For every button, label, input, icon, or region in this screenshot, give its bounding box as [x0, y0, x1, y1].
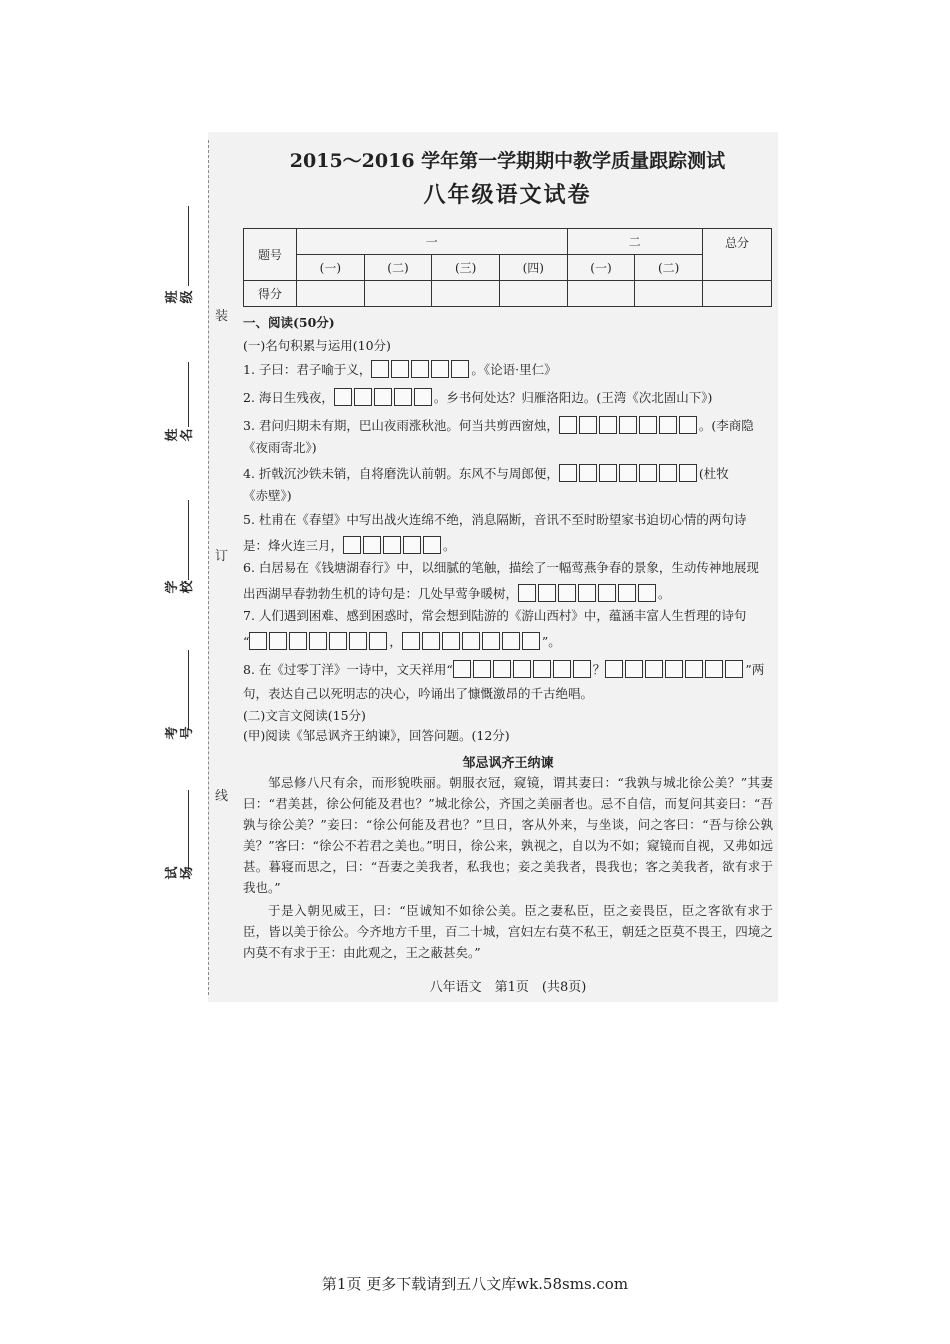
answer-box[interactable] [371, 360, 389, 378]
answer-box[interactable] [334, 388, 352, 406]
answer-box[interactable] [618, 584, 636, 602]
question-text: “ [243, 634, 250, 649]
answer-box[interactable] [659, 464, 677, 482]
exam-number-field-line [188, 650, 189, 730]
question-text: 2. 海日生残夜， [243, 390, 334, 405]
score-cell[interactable] [499, 281, 567, 307]
name-field-label: 姓名 [165, 428, 195, 442]
download-note: 第1页 更多下载请到五八文库wk.58sms.com [321, 1275, 629, 1293]
answer-box[interactable] [502, 632, 520, 650]
answer-boxes[interactable] [334, 388, 434, 406]
question-3-cont: 《夜雨寄北》) [243, 440, 317, 455]
subsection-heading: (一)名句积累与运用(10分) [243, 338, 391, 353]
answer-boxes[interactable] [371, 360, 471, 378]
exam-number-field-label: 考号 [165, 726, 195, 740]
question-text: ”。 [541, 634, 561, 649]
answer-box[interactable] [599, 416, 617, 434]
question-3 [243, 416, 773, 434]
class-field-label: 班级 [165, 290, 195, 304]
answer-box[interactable] [482, 632, 500, 650]
answer-box[interactable] [402, 632, 420, 650]
question-text: 。乡书何处达？归雁洛阳边。(王湾《次北固山下》) [433, 390, 713, 405]
question-text: 8. 在《过零丁洋》一诗中，文天祥用“ [243, 662, 453, 677]
answer-boxes[interactable] [453, 660, 593, 678]
question-text: 4. 折戟沉沙铁未销，自将磨洗认前朝。东风不与周郎便， [243, 466, 559, 481]
score-cell[interactable] [432, 281, 500, 307]
score-table-sub: (三) [432, 255, 500, 281]
answer-box[interactable] [411, 360, 429, 378]
question-text: 1. 子曰：君子喻于义， [243, 362, 372, 377]
school-field-label: 学校 [165, 580, 195, 594]
question-1 [243, 360, 773, 378]
question-5: 5. 杜甫在《春望》中写出战火连绵不绝，消息隔断，音讯不至时盼望家书迫切心情的两句诗 [243, 512, 747, 527]
answer-box[interactable] [619, 464, 637, 482]
answer-box[interactable] [513, 660, 531, 678]
question-8-cont: 句，表达自己以死明志的决心，吟诵出了慷慨激昂的千古绝唱。 [243, 686, 594, 701]
question-4-cont: 《赤壁》) [243, 488, 292, 503]
score-table-sub: (二) [635, 255, 703, 281]
answer-box[interactable] [349, 632, 367, 650]
answer-box[interactable] [559, 416, 577, 434]
answer-boxes[interactable] [343, 536, 443, 554]
question-text: 出西湖早春勃勃生机的诗句是：几处早莺争暖树， [243, 586, 519, 601]
answer-box[interactable] [638, 584, 656, 602]
exam-room-field-label: 试场 [165, 866, 195, 880]
score-table-sub: (一) [567, 255, 635, 281]
question-7: 7. 人们遇到困难、感到困惑时，常会想到陆游的《游山西村》中，蕴涵丰富人生哲理的诗句 [243, 608, 747, 623]
score-cell[interactable] [703, 281, 772, 307]
answer-box[interactable] [414, 388, 432, 406]
answer-box[interactable] [403, 536, 421, 554]
answer-box[interactable] [538, 584, 556, 602]
answer-box[interactable] [289, 632, 307, 650]
question-text: ”两 [745, 662, 765, 677]
binding-mark-zhuang: 装 [215, 309, 229, 324]
question-text: ， [389, 634, 402, 649]
answer-box[interactable] [625, 660, 643, 678]
answer-box[interactable] [659, 416, 677, 434]
answer-boxes[interactable] [559, 464, 699, 482]
question-text: 3. 君问归期未有期，巴山夜雨涨秋池。何当共剪西窗烛， [243, 418, 559, 433]
answer-boxes[interactable] [559, 416, 699, 434]
answer-box[interactable] [423, 536, 441, 554]
answer-box[interactable] [522, 632, 540, 650]
exam-title: 2015～2016 学年第一学期期中教学质量跟踪测试 [289, 150, 726, 172]
essay-title: 邹忌讽齐王纳谏 [462, 756, 554, 771]
answer-boxes[interactable] [402, 632, 542, 650]
answer-box[interactable] [573, 660, 591, 678]
answer-box[interactable] [578, 584, 596, 602]
answer-box[interactable] [473, 660, 491, 678]
question-6-cont [243, 584, 773, 602]
answer-boxes[interactable] [249, 632, 389, 650]
answer-box[interactable] [598, 584, 616, 602]
score-cell[interactable] [635, 281, 703, 307]
binding-line [208, 140, 209, 995]
answer-box[interactable] [422, 632, 440, 650]
answer-box[interactable] [329, 632, 347, 650]
binding-mark-ding: 订 [215, 549, 229, 564]
score-cell[interactable] [567, 281, 635, 307]
answer-box[interactable] [518, 584, 536, 602]
answer-boxes[interactable] [518, 584, 658, 602]
answer-box[interactable] [553, 660, 571, 678]
answer-box[interactable] [599, 464, 617, 482]
exam-subtitle: 八年级语文试卷 [423, 182, 592, 208]
question-text: 是：烽火连三月， [243, 538, 344, 553]
score-table-sub: (一) [297, 255, 365, 281]
answer-box[interactable] [442, 632, 460, 650]
answer-box[interactable] [579, 464, 597, 482]
score-table-part2: 二 [567, 229, 702, 255]
answer-box[interactable] [665, 660, 683, 678]
answer-box[interactable] [533, 660, 551, 678]
subsection-heading: (二)文言文阅读(15分) [243, 708, 366, 723]
answer-box[interactable] [605, 660, 623, 678]
score-table-sub: (二) [364, 255, 432, 281]
answer-box[interactable] [705, 660, 723, 678]
answer-box[interactable] [394, 388, 412, 406]
question-text: 。 [658, 586, 671, 601]
essay-paragraph: 于是入朝见威王，曰：“臣诚知不如徐公美。臣之妻私臣，臣之妾畏臣，臣之客欲有求于臣，皆以美于徐公。今齐地方千里，百二十城，宫妇左右莫不私王，朝廷之臣莫不畏王，四境之内莫不有求于王：由此观之，王之蔽甚矣。” [243, 903, 773, 960]
question-7-cont [243, 632, 773, 650]
answer-box[interactable] [725, 660, 743, 678]
answer-box[interactable] [462, 632, 480, 650]
question-5-cont [243, 536, 773, 554]
answer-box[interactable] [391, 360, 409, 378]
section-heading: 一、阅读(50分) [243, 315, 335, 330]
answer-box[interactable] [383, 536, 401, 554]
question-text: ？ [592, 662, 606, 677]
score-table-question-label: 题号 [244, 229, 297, 281]
question-text: 。(李商隐 [698, 418, 754, 433]
answer-box[interactable] [619, 416, 637, 434]
question-8 [243, 660, 773, 678]
answer-box[interactable] [453, 660, 471, 678]
essay-paragraph: 邹忌修八尺有余，而形貌昳丽。朝服衣冠，窥镜，谓其妻曰：“我孰与城北徐公美？”其妻曰：“君美甚，徐公何能及君也？”城北徐公，齐国之美丽者也。忌不自信，而复问其妾曰：“吾孰与徐公美？”妾曰：“徐公何能及君也？”旦日，客从外来，与坐谈，问之客曰：“吾与徐公孰美？”客曰：“徐公不若君之美也。”明日，徐公来，孰视之，自以为不如；窥镜而自视，又弗如远甚。暮寝而思之，曰：“吾妻之美我者，私我也；妾之美我者，畏我也；客之美我者，欲有求于我也。” [243, 775, 773, 895]
answer-box[interactable] [559, 464, 577, 482]
exam-room-field-line [188, 790, 189, 870]
class-field-line [188, 206, 189, 286]
score-table-part1: 一 [297, 229, 568, 255]
answer-box[interactable] [343, 536, 361, 554]
answer-box[interactable] [249, 632, 267, 650]
binding-mark-xian: 线 [215, 789, 229, 804]
score-cell[interactable] [364, 281, 432, 307]
question-text: 。 [443, 538, 456, 553]
score-table-score-label: 得分 [244, 281, 297, 307]
answer-box[interactable] [679, 416, 697, 434]
answer-boxes[interactable] [605, 660, 745, 678]
question-4 [243, 464, 773, 482]
answer-box[interactable] [579, 416, 597, 434]
subsection-instruction: (甲)阅读《邹忌讽齐王纳谏》，回答问题。(12分) [243, 728, 510, 743]
score-table [243, 228, 772, 307]
score-table-sub: (四) [499, 255, 567, 281]
answer-box[interactable] [558, 584, 576, 602]
answer-box[interactable] [363, 536, 381, 554]
question-text: 。《论语·里仁》 [471, 362, 557, 377]
answer-box[interactable] [645, 660, 663, 678]
score-cell[interactable] [297, 281, 365, 307]
answer-box[interactable] [354, 388, 372, 406]
question-6: 6. 白居易在《钱塘湖春行》中，以细腻的笔触，描绘了一幅莺燕争春的景象，生动传神地展现 [243, 560, 759, 575]
answer-box[interactable] [685, 660, 703, 678]
answer-box[interactable] [639, 416, 657, 434]
answer-box[interactable] [269, 632, 287, 650]
answer-box[interactable] [493, 660, 511, 678]
answer-box[interactable] [309, 632, 327, 650]
answer-box[interactable] [451, 360, 469, 378]
page-footer: 八年语文 第1页 (共8页) [429, 980, 587, 995]
school-field-line [188, 500, 189, 580]
score-table-total: 总分 [703, 229, 772, 281]
question-2 [243, 388, 773, 406]
answer-box[interactable] [679, 464, 697, 482]
answer-box[interactable] [639, 464, 657, 482]
answer-box[interactable] [374, 388, 392, 406]
answer-box[interactable] [369, 632, 387, 650]
answer-box[interactable] [431, 360, 449, 378]
name-field-line [188, 362, 189, 427]
question-text: (杜牧 [698, 466, 729, 481]
